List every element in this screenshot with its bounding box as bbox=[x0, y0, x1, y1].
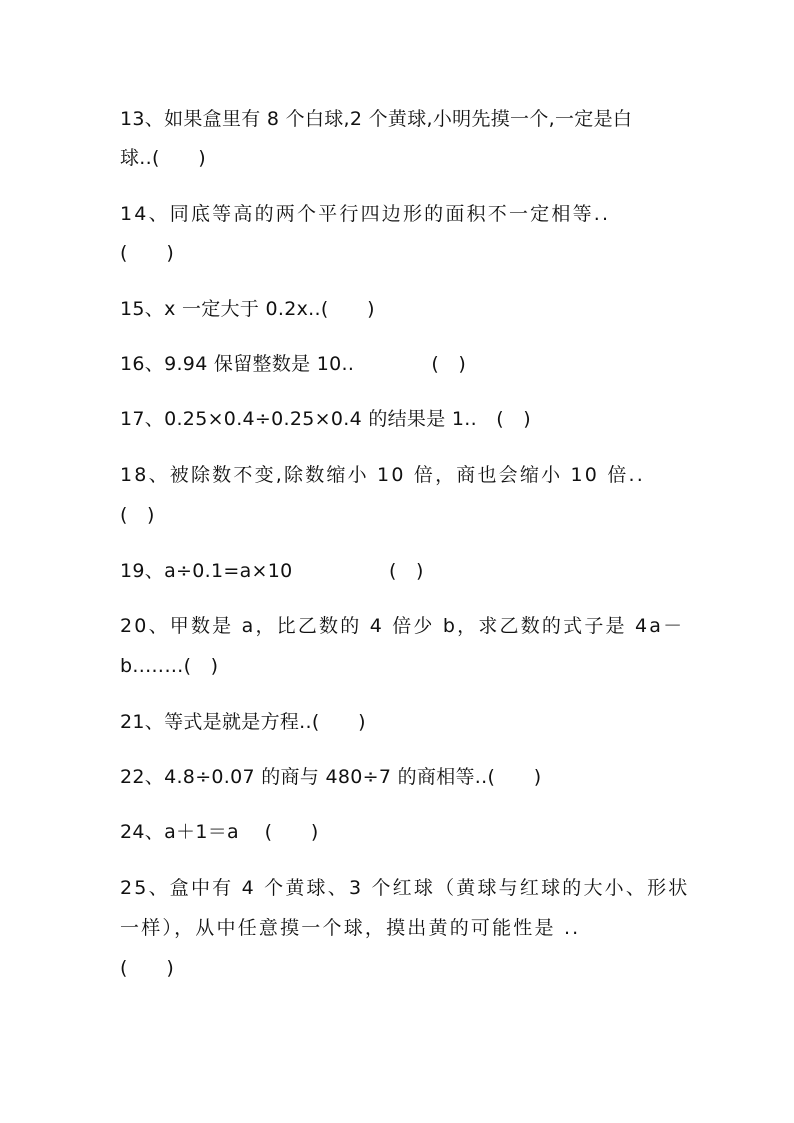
question-24-line-1: 24、a＋1＝a ( ) bbox=[120, 821, 319, 843]
question-25-line-2: 一样），从中任意摸一个球，摸出黄的可能性是 .. bbox=[120, 917, 581, 939]
question-20-line-2: b..……( ) bbox=[120, 655, 219, 677]
question-16-line-1: 16、9.94 保留整数是 10.. ( ) bbox=[120, 353, 467, 375]
question-15-line-1: 15、x 一定大于 0.2x..( ) bbox=[120, 298, 375, 320]
question-13-line-2: 球..( ) bbox=[120, 147, 207, 169]
question-21-line-1: 21、等式是就是方程..( ) bbox=[120, 711, 366, 733]
question-18-line-2: ( ) bbox=[120, 504, 155, 526]
question-25-line-1: 25、盒中有 4 个黄球、3 个红球（黄球与红球的大小、形状 bbox=[120, 877, 690, 899]
question-22-line-1: 22、4.8÷0.07 的商与 480÷7 的商相等..( ) bbox=[120, 766, 542, 788]
question-18-line-1: 18、被除数不变,除数缩小 10 倍，商也会缩小 10 倍.. bbox=[120, 464, 646, 486]
question-13-line-1: 13、如果盒里有 8 个白球,2 个黄球,小明先摸一个,一定是白 bbox=[120, 108, 633, 130]
question-19-line-1: 19、a÷0.1=a×10 ( ) bbox=[120, 560, 424, 582]
question-25-line-3: ( ) bbox=[120, 957, 175, 979]
question-20-line-1: 20、甲数是 a，比乙数的 4 倍少 b，求乙数的式子是 4a－ bbox=[120, 615, 685, 637]
question-14-line-1: 14、同底等高的两个平行四边形的面积不一定相等.. bbox=[120, 203, 611, 225]
question-17-line-1: 17、0.25×0.4÷0.25×0.4 的结果是 1.. ( ) bbox=[120, 408, 531, 430]
question-14-line-2: ( ) bbox=[120, 242, 175, 264]
